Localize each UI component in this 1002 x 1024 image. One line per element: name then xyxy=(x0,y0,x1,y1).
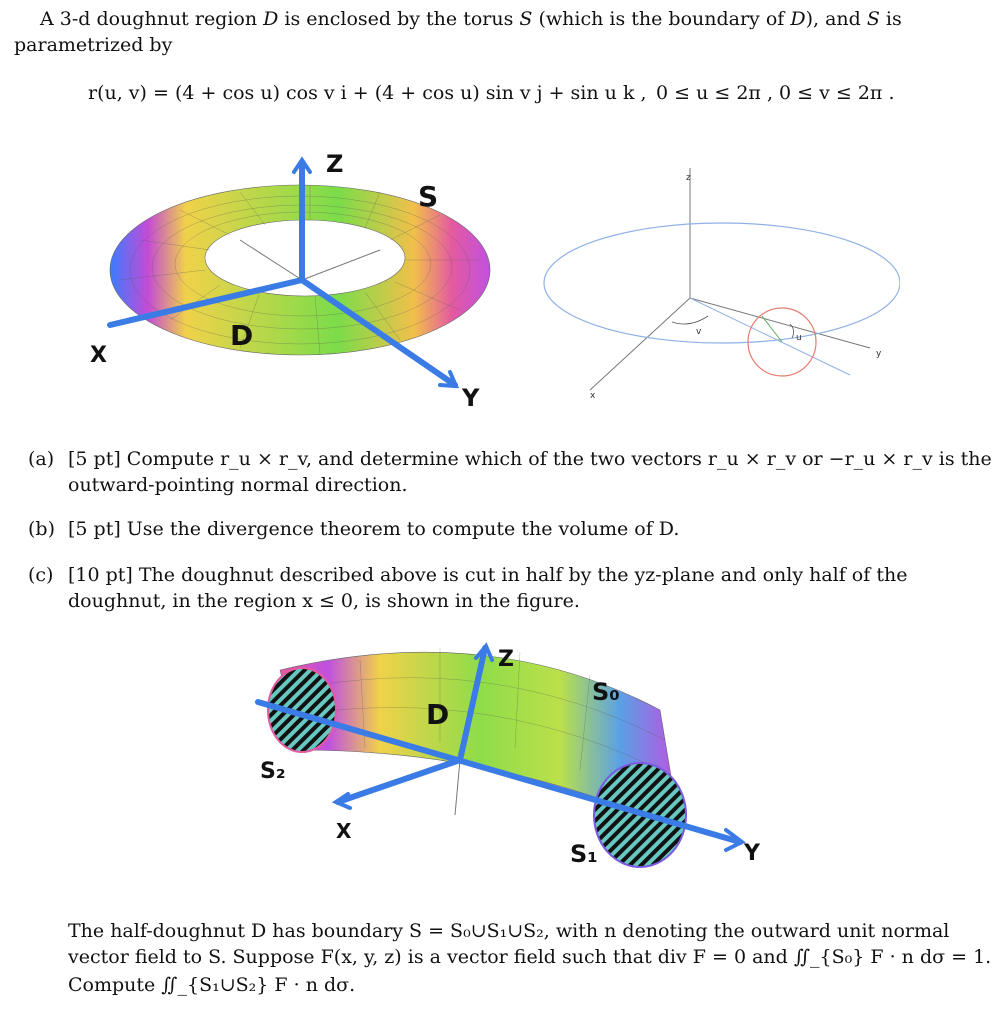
x-axis-3 xyxy=(338,760,460,802)
central-circle xyxy=(544,223,900,343)
part-c-line-2: doughnut, in the region x ≤ 0, is shown in the figure. xyxy=(68,590,580,612)
closing-line-3: Compute ∬_{S₁∪S₂} F · n dσ. xyxy=(68,974,356,996)
y-label-small: y xyxy=(876,349,882,359)
s0-label: S₀ xyxy=(592,678,620,706)
closing-line-2: vector field to S. Suppose F(x, y, z) is a vector field such that div F = 0 and ∬_{S₀} F · n dσ = 1. xyxy=(68,946,992,968)
torus-figure xyxy=(80,140,520,420)
z-label: Z xyxy=(326,150,344,178)
intro-line-2: parametrized by xyxy=(14,34,173,56)
parametrization-equation: r(u, v) = (4 + cos u) cos v i + (4 + cos u) sin v j + sin u k , xyxy=(88,82,647,104)
s1-label: S₁ xyxy=(570,840,598,868)
x-label-small: x xyxy=(590,391,596,401)
parametrization-diagram xyxy=(540,160,900,410)
x-axis-thin xyxy=(590,298,690,390)
part-c-line-1: (c) [10 pt] The doughnut described above is cut in half by the yz-plane and only half of the xyxy=(28,564,908,586)
z-label-3: Z xyxy=(498,647,514,672)
half-doughnut-figure xyxy=(240,630,780,890)
s2-label: S₂ xyxy=(260,759,286,784)
parameter-range: 0 ≤ u ≤ 2π , 0 ≤ v ≤ 2π . xyxy=(656,82,895,104)
intro-line-1: A 3-d doughnut region D is enclosed by the torus S (which is the boundary of D), and S is xyxy=(40,8,902,30)
part-b-line-1: (b) [5 pt] Use the divergence theorem to compute the volume of D. xyxy=(28,518,680,540)
s-label: S xyxy=(418,180,439,213)
d-label-3: D xyxy=(426,698,450,731)
u-label: u xyxy=(796,333,802,343)
part-a-line-2: outward-pointing normal direction. xyxy=(68,474,408,496)
closing-line-1: The half-doughnut D has boundary S = S₀∪S₁∪S₂, with n denoting the outward unit normal xyxy=(68,920,950,942)
v-label: v xyxy=(696,327,702,337)
y-label-3: Y xyxy=(744,841,760,866)
y-label: Y xyxy=(462,384,480,412)
x-label-3: X xyxy=(336,819,352,843)
part-a-line-1: (a) [5 pt] Compute r_u × r_v, and determine which of the two vectors r_u × r_v or −r_u × r_v is the xyxy=(28,448,992,470)
x-label: X xyxy=(90,343,107,368)
z-label-small: z xyxy=(686,173,691,183)
d-label: D xyxy=(230,319,254,352)
